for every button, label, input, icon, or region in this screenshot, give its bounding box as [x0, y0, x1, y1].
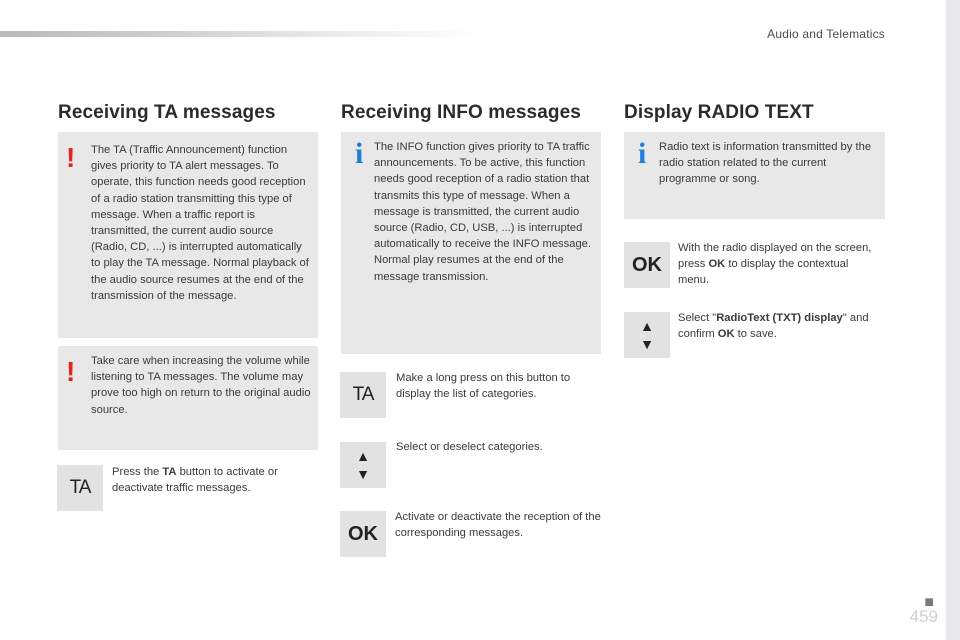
- section-title-radio-text: Display RADIO TEXT: [624, 102, 814, 123]
- page-edge-strip: [946, 0, 960, 640]
- note-text: The TA (Traffic Announcement) function gives priority to TA alert messages. To operate, this function needs good reception of a radio station transmitting this type of message. When a traffic report is transmitted, the current audio source (Radio, CD, ...) is interrupted automatically to play the TA message. Normal playback of the audio source resumes at the end of the transmission of the message.: [91, 144, 309, 302]
- arrow-down-icon: ▼: [640, 336, 654, 352]
- info-note-info-function: [341, 132, 601, 354]
- warning-icon: !: [66, 142, 76, 173]
- note-text: Radio text is information transmitted by the radio station related to the current programme or song.: [659, 141, 872, 186]
- step-text-radiotext-display: Select "RadioText (TXT) display" and confirm OK to save.: [678, 312, 869, 341]
- ok-button-icon: OK: [340, 511, 386, 557]
- page-marker: ■: [924, 594, 934, 611]
- section-title-info: Receiving INFO messages: [341, 102, 581, 123]
- arrow-up-icon: ▲: [356, 448, 370, 464]
- ta-button-icon: TA: [340, 372, 386, 418]
- ok-button-icon: OK: [624, 242, 670, 288]
- step-text-ta-toggle: Press the TA button to activate or deactivate traffic messages.: [112, 466, 278, 495]
- arrow-up-icon: ▲: [640, 318, 654, 334]
- section-title-ta: Receiving TA messages: [58, 102, 276, 123]
- up-down-arrows-icon: [624, 312, 670, 358]
- info-icon: i: [355, 137, 364, 170]
- warning-note-ta-function: [58, 132, 318, 338]
- up-down-arrows-icon: [340, 442, 386, 488]
- step-text-activate-reception: Activate or deactivate the reception of the corresponding messages.: [395, 511, 601, 540]
- header-rule: [0, 31, 480, 37]
- warning-note-volume: [58, 346, 318, 450]
- step-text-open-menu: With the radio displayed on the screen, press OK to display the contextual menu.: [678, 242, 872, 287]
- chapter-title: Audio and Telematics: [767, 27, 885, 41]
- ta-button-icon: TA: [57, 465, 103, 511]
- step-text-select-categories: Select or deselect categories.: [396, 441, 543, 453]
- info-note-radio-text: [624, 132, 885, 219]
- note-text: Take care when increasing the volume while listening to TA messages. The volume may prove too high on return to the original audio source.: [91, 355, 311, 416]
- arrow-down-icon: ▼: [356, 466, 370, 482]
- info-icon: i: [638, 137, 647, 170]
- warning-icon: !: [66, 356, 76, 387]
- page-number: 459: [909, 607, 938, 626]
- step-text-long-press: Make a long press on this button to display the list of categories.: [396, 372, 571, 401]
- note-text: The INFO function gives priority to TA traffic announcements. To be active, this function needs good reception of a radio station that transmits this type of message. When a message is transmitted, the current audio source (Radio, CD, USB, ...) is interrupted automatically to receive the INFO message. Normal play resumes at the end of the message transmission.: [374, 141, 592, 283]
